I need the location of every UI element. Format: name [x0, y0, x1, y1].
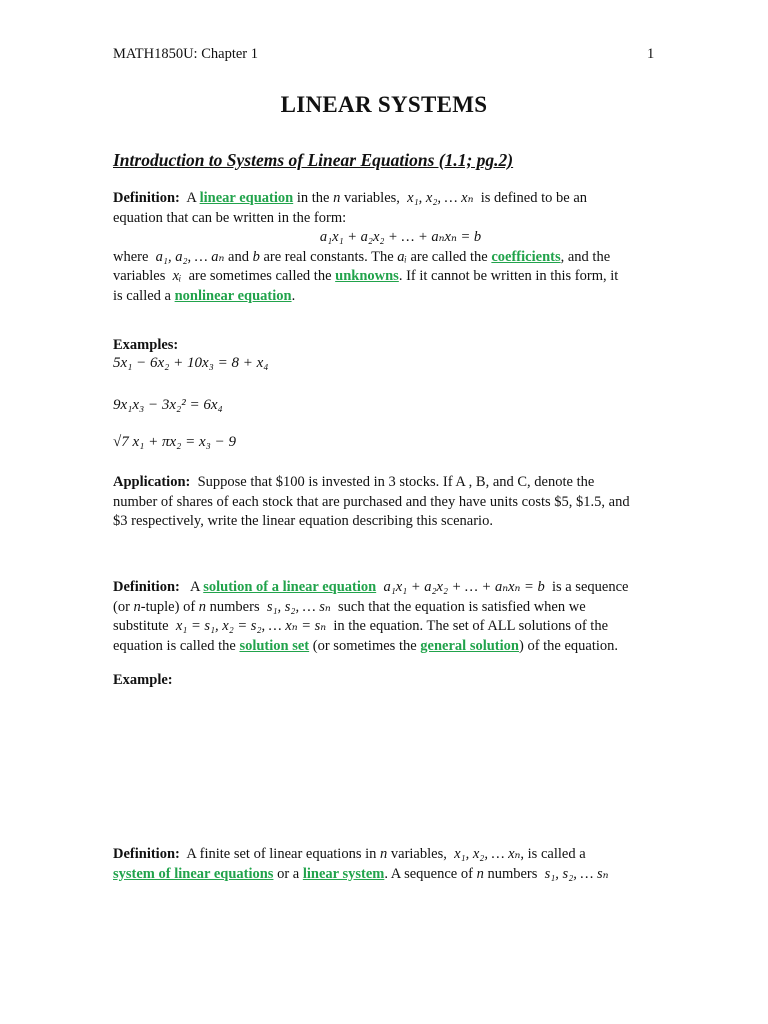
- def3-text: numbers: [487, 865, 538, 882]
- def2-line1: [113, 578, 658, 598]
- def3-text: A finite set of linear equations in: [186, 846, 377, 862]
- def1-text: are called the: [410, 248, 488, 265]
- term-unknowns[interactable]: unknowns: [335, 268, 399, 284]
- def1-text: are real constants. The: [263, 248, 394, 265]
- term-coefficients[interactable]: coefficients: [491, 248, 561, 265]
- def1-line3: [113, 248, 658, 268]
- def3-text: or a: [277, 865, 300, 882]
- term-linear-system[interactable]: linear system: [302, 865, 385, 882]
- term-solution-of-linear-equation[interactable]: solution of a linear equation: [203, 579, 377, 595]
- def1-n: n: [333, 190, 341, 206]
- def1-text: is defined to be an: [480, 190, 588, 206]
- linear-equation-formula: a₁x₁ + a₂x₂ + … + aₙxₙ = b: [319, 229, 482, 245]
- term-system-of-linear-equations[interactable]: system of linear equations: [113, 865, 274, 882]
- definition-linear-equation: [113, 189, 658, 306]
- application-line2: number of shares of each stock that are purchased and they have units costs $5, $1.5, and: [113, 493, 630, 510]
- def1-line4: [113, 267, 658, 287]
- def1-coefficients-list: a₁, a₂, … aₙ: [155, 248, 225, 265]
- course-header: MATH1850U: Chapter 1: [113, 46, 258, 62]
- example-label: Example:: [113, 672, 173, 688]
- def3-n: n: [476, 865, 484, 882]
- def2-s-values: s₁, s₂, … sₙ: [266, 598, 331, 615]
- term-solution-set[interactable]: solution set: [239, 637, 310, 654]
- def3-line2: [113, 865, 658, 885]
- def1-text: where: [113, 248, 149, 265]
- def1-b: b: [252, 248, 260, 265]
- def1-formula: [113, 228, 658, 248]
- term-general-solution[interactable]: general solution: [420, 637, 519, 654]
- def3-text: , is called a: [520, 846, 586, 862]
- def3-text: variables,: [390, 846, 447, 862]
- def1-variables: x₁, x₂, … xₙ: [407, 190, 474, 206]
- def2-text: in the equation. The set of ALL solutions of the: [333, 618, 609, 634]
- definition-solution: [113, 578, 658, 656]
- example-equation-1: 5x₁ − 6x₂ + 10x₃ = 8 + x₄: [113, 355, 269, 371]
- page-number: 1: [647, 46, 655, 62]
- def2-line2: [113, 598, 658, 618]
- def2-text: (or: [113, 598, 130, 615]
- def1-text: . If it cannot be written in this form, it: [398, 268, 619, 284]
- def1-text: in the: [296, 190, 330, 206]
- def3-variables: x₁, x₂, … xₙ: [454, 846, 521, 862]
- def1-text: , and the: [560, 248, 611, 265]
- application-paragraph: [113, 473, 658, 532]
- definition-label: Definition:: [113, 846, 180, 862]
- term-nonlinear-equation[interactable]: nonlinear equation: [174, 287, 292, 304]
- def2-line4: [113, 637, 658, 657]
- def1-text: A: [186, 190, 196, 206]
- def2-text: substitute: [113, 618, 169, 634]
- def2-line3: [113, 617, 658, 637]
- def1-text: variables: [113, 268, 166, 284]
- def2-n: n: [133, 598, 141, 615]
- def1-text: and: [228, 248, 249, 265]
- definition-linear-system: [113, 845, 658, 884]
- def1-line2: equation that can be written in the form:: [113, 209, 347, 226]
- example-equation-2: 9x₁x₃ − 3x₂² = 6x₄: [113, 397, 223, 413]
- application-line1: [113, 473, 658, 493]
- def1-line1: [113, 189, 658, 209]
- application-line3: $3 respectively, write the linear equation describing this scenario.: [113, 513, 493, 529]
- def3-text: . A sequence of: [384, 865, 473, 882]
- application-text: Suppose that $100 is invested in 3 stocks. If A , B, and C, denote the: [197, 474, 595, 490]
- def2-substitution: x₁ = s₁, x₂ = s₂, … xₙ = sₙ: [175, 618, 327, 634]
- application-label: Application:: [113, 474, 191, 490]
- def2-text: numbers: [209, 598, 260, 615]
- def1-text: are sometimes called the: [188, 268, 332, 284]
- def3-line1: [113, 845, 658, 865]
- def2-text: A: [189, 579, 200, 595]
- definition-label: Definition:: [113, 579, 180, 595]
- def1-text: .: [291, 287, 296, 304]
- term-linear-equation[interactable]: linear equation: [199, 190, 294, 206]
- definition-label: Definition:: [113, 190, 180, 206]
- def1-ai: aᵢ: [397, 248, 407, 265]
- def2-formula: a₁x₁ + a₂x₂ + … + aₙxₙ = b: [383, 579, 545, 595]
- section-heading: Introduction to Systems of Linear Equations (1.1; pg.2): [113, 150, 514, 170]
- def2-n: n: [198, 598, 207, 615]
- def2-text: such that the equation is satisfied when we: [338, 598, 586, 615]
- def1-text: is called a: [113, 287, 171, 304]
- page-title: LINEAR SYSTEMS: [280, 92, 488, 117]
- def2-text: (or sometimes the: [312, 637, 417, 654]
- def1-xi: xᵢ: [172, 268, 182, 284]
- def3-n: n: [380, 846, 388, 862]
- examples-label: Examples:: [113, 337, 179, 353]
- example-equation-3: √7 x₁ + πx₂ = x₃ − 9: [113, 434, 236, 450]
- def2-text: -tuple) of: [140, 598, 196, 615]
- def1-line5: [113, 287, 658, 307]
- def1-text: variables,: [343, 190, 400, 206]
- def2-text: equation is called the: [113, 637, 236, 654]
- def2-text: ) of the equation.: [518, 637, 619, 654]
- def2-text: is a sequence: [551, 579, 629, 595]
- def3-s-values: s₁, s₂, … sₙ: [544, 865, 609, 882]
